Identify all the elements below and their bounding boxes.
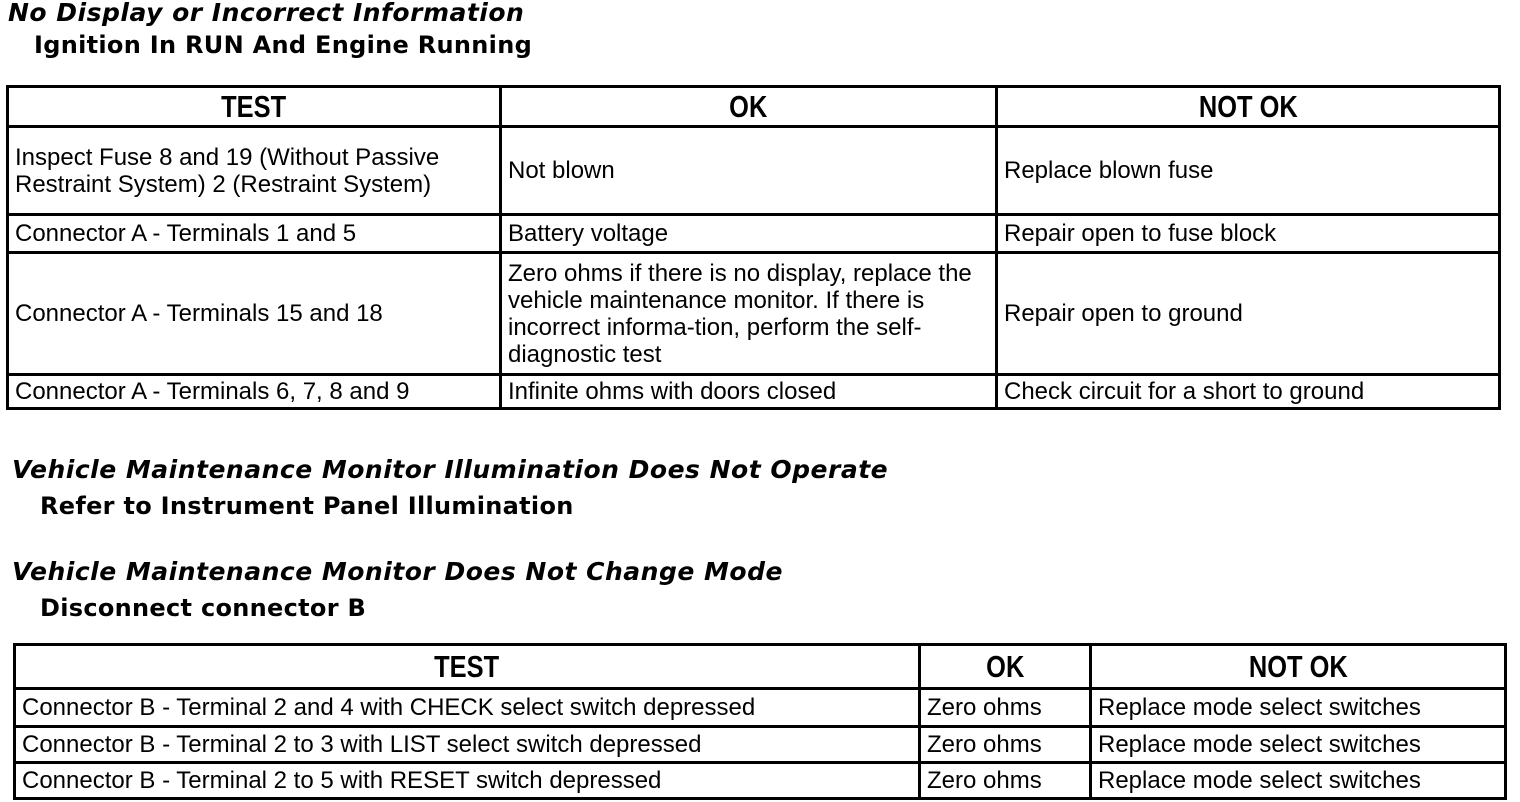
diagnostic-table-1 — [6, 85, 1501, 410]
column-header-not-ok: NOT OK — [1091, 645, 1506, 689]
column-header-test: TEST — [15, 645, 920, 689]
test-cell: Connector A - Terminals 6, 7, 8 and 9 — [8, 375, 501, 409]
section2-subtitle: Refer to Instrument Panel Illumination — [40, 492, 574, 520]
ok-cell: Zero ohms — [920, 727, 1091, 763]
test-cell: Connector A - Terminals 1 and 5 — [8, 215, 501, 253]
section3-title: Vehicle Maintenance Monitor Does Not Change Mode — [12, 557, 783, 586]
test-cell: Connector A - Terminals 15 and 18 — [8, 253, 501, 375]
not-ok-cell: Repair open to fuse block — [997, 215, 1500, 253]
ok-cell: Zero ohms if there is no display, replace the vehicle maintenance monitor. If there is incorrect informa-tion, perform the self-diagnostic test — [501, 253, 997, 375]
test-cell: Connector B - Terminal 2 to 3 with LIST select switch depressed — [15, 727, 920, 763]
not-ok-cell: Replace mode select switches — [1091, 727, 1506, 763]
ok-cell: Battery voltage — [501, 215, 997, 253]
ok-cell: Infinite ohms with doors closed — [501, 375, 997, 409]
diagnostic-table-2 — [13, 643, 1507, 800]
table-row — [15, 727, 1506, 763]
column-header-test: TEST — [8, 87, 501, 127]
table-row — [8, 215, 1500, 253]
column-header-ok: OK — [920, 645, 1091, 689]
not-ok-cell: Check circuit for a short to ground — [997, 375, 1500, 409]
table-row — [8, 375, 1500, 409]
not-ok-cell: Replace mode select switches — [1091, 689, 1506, 727]
column-header-not-ok: NOT OK — [997, 87, 1500, 127]
section1-subtitle: Ignition In RUN And Engine Running — [34, 31, 533, 59]
section3-subtitle: Disconnect connector B — [40, 594, 367, 622]
ok-cell: Zero ohms — [920, 763, 1091, 799]
table-header-row — [8, 87, 1500, 127]
test-cell: Connector B - Terminal 2 and 4 with CHECK select switch depressed — [15, 689, 920, 727]
not-ok-cell: Replace blown fuse — [997, 127, 1500, 215]
section2-title: Vehicle Maintenance Monitor Illumination Does Not Operate — [12, 455, 889, 484]
table-row — [15, 689, 1506, 727]
ok-cell: Not blown — [501, 127, 997, 215]
table-header-row — [15, 645, 1506, 689]
test-cell: Connector B - Terminal 2 to 5 with RESET switch depressed — [15, 763, 920, 799]
column-header-ok: OK — [501, 87, 997, 127]
not-ok-cell: Repair open to ground — [997, 253, 1500, 375]
section1-title: No Display or Incorrect Information — [8, 0, 525, 27]
not-ok-cell: Replace mode select switches — [1091, 763, 1506, 799]
table-row — [15, 763, 1506, 799]
ok-cell: Zero ohms — [920, 689, 1091, 727]
test-cell: Inspect Fuse 8 and 19 (Without Passive Restraint System) 2 (Restraint System) — [8, 127, 501, 215]
table-row — [8, 127, 1500, 215]
table-row — [8, 253, 1500, 375]
